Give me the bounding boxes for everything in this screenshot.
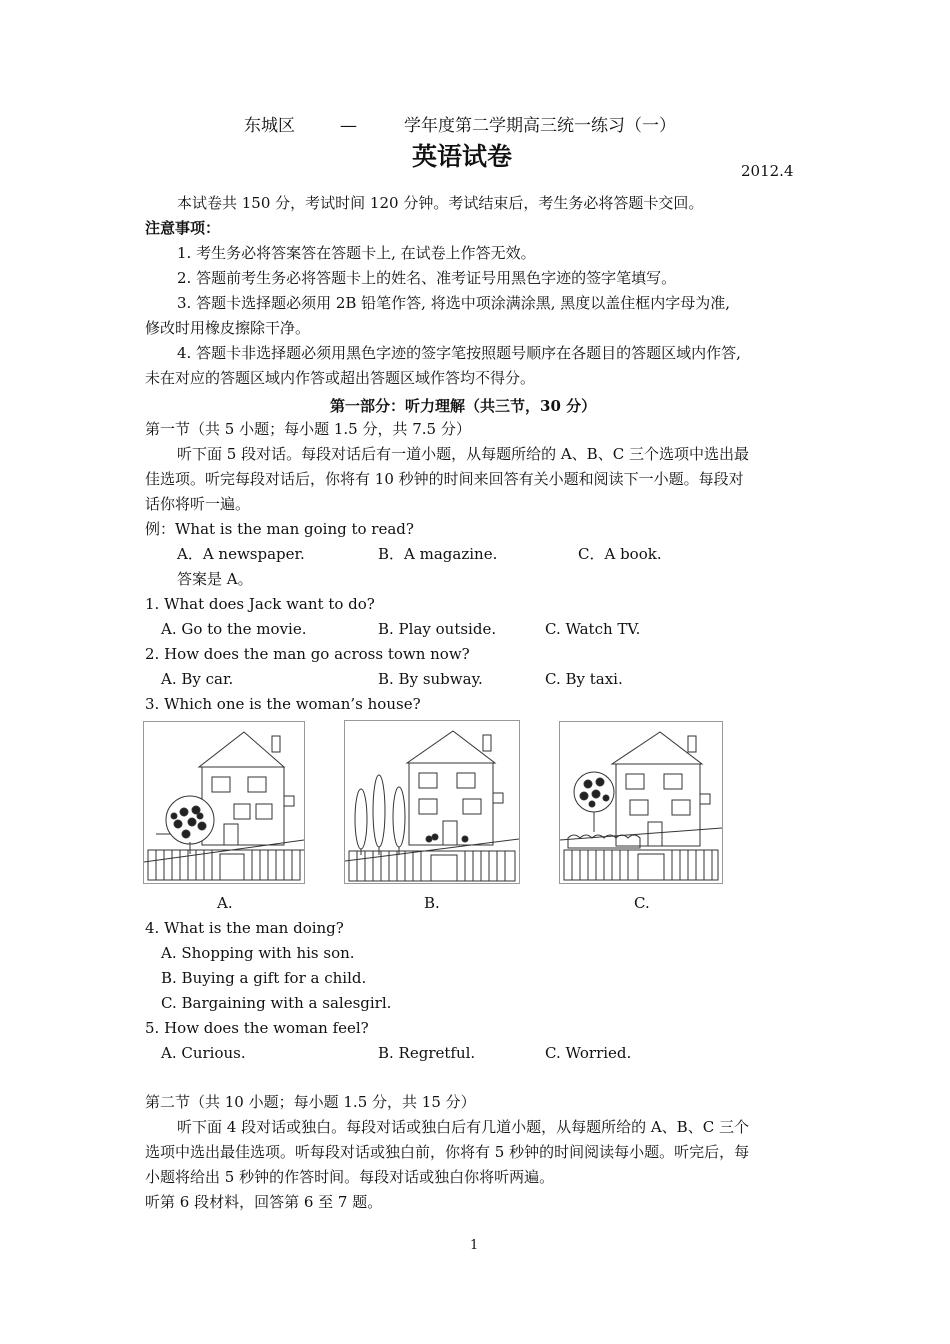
section2-heading: 第二节（共 10 小题；每小题 1.5 分，共 15 分） xyxy=(145,1093,476,1111)
note-3: 3. 答题卡选择题必须用 2B 铅笔作答, 将选中项涂满涂黑, 黑度以盖住框内字母为准, xyxy=(177,294,731,312)
q1-option-c: C. Watch TV. xyxy=(545,620,641,638)
note-4-cont: 未在对应的答题区域内作答或超出答题区域作答均不得分。 xyxy=(145,369,536,387)
note-2: 2. 答题前考生务必将答题卡上的姓名、准考证号用黑色字迹的签字笔填写。 xyxy=(177,269,677,287)
question-5: 5. How does the woman feel? xyxy=(145,1019,369,1037)
q1-option-b: B. Play outside. xyxy=(378,620,497,638)
section1-instructions-1: 听下面 5 段对话。每段对话后有一道小题，从每题所给的 A、B、C 三个选项中选出最 xyxy=(177,445,749,463)
question-4: 4. What is the man doing? xyxy=(145,919,344,937)
page-title: 英语试卷 xyxy=(412,142,513,171)
q3-option-a: A. xyxy=(217,894,233,912)
district-label: 东城区 xyxy=(244,116,295,136)
q2-option-b: B. By subway. xyxy=(378,670,483,688)
note-1: 1. 考生务必将答案答在答题卡上, 在试卷上作答无效。 xyxy=(177,244,536,262)
example-question: 例：What is the man going to read? xyxy=(145,520,414,538)
section2-instructions-3: 小题将给出 5 秒钟的作答时间。每段对话或独白你将听两遍。 xyxy=(145,1168,555,1186)
q5-option-a: A. Curious. xyxy=(161,1044,246,1062)
example-option-b: B．A magazine. xyxy=(378,545,498,563)
q5-option-b: B. Regretful. xyxy=(378,1044,476,1062)
q4-option-c: C. Bargaining with a salesgirl. xyxy=(161,994,392,1012)
section2-instructions-2: 选项中选出最佳选项。听每段对话或独白前，你将有 5 秒钟的时间阅读每小题。听完后，每 xyxy=(145,1143,750,1161)
section1-heading: 第一节（共 5 小题；每小题 1.5 分，共 7.5 分） xyxy=(145,420,471,438)
note-3-cont: 修改时用橡皮擦除干净。 xyxy=(145,319,311,337)
q1-option-a: A. Go to the movie. xyxy=(161,620,307,638)
notes-heading: 注意事项： xyxy=(145,219,221,237)
question-1: 1. What does Jack want to do? xyxy=(145,595,375,613)
exam-date: 2012.4 xyxy=(741,162,794,180)
note-4: 4. 答题卡非选择题必须用黑色字迹的签字笔按照题号顺序在各题目的答题区域内作答, xyxy=(177,344,741,362)
q4-option-a: A. Shopping with his son. xyxy=(161,944,355,962)
q2-option-a: A. By car. xyxy=(161,670,234,688)
example-answer: 答案是 A。 xyxy=(177,570,253,588)
year-dash: — xyxy=(340,116,357,136)
house-picture-a xyxy=(143,721,305,884)
q4-option-b: B. Buying a gift for a child. xyxy=(161,969,367,987)
q3-option-c: C. xyxy=(634,894,650,912)
q3-option-b: B. xyxy=(424,894,440,912)
q2-option-c: C. By taxi. xyxy=(545,670,623,688)
section1-instructions-2: 佳选项。听完每段对话后，你将有 10 秒钟的时间来回答有关小题和阅读下一小题。每段对 xyxy=(145,470,744,488)
intro-text: 本试卷共 150 分，考试时间 120 分钟。考试结束后，考生务必将答题卡交回。 xyxy=(177,194,704,212)
section2-instructions-1: 听下面 4 段对话或独白。每段对话或独白后有几道小题，从每题所给的 A、B、C 三个 xyxy=(177,1118,749,1136)
question-2: 2. How does the man go across town now? xyxy=(145,645,470,663)
page-number: 1 xyxy=(470,1238,479,1253)
section2-material-line: 听第 6 段材料，回答第 6 至 7 题。 xyxy=(145,1193,383,1211)
question-3: 3. Which one is the woman’s house? xyxy=(145,695,421,713)
exam-subtitle: 学年度第二学期高三统一练习（一） xyxy=(404,116,676,136)
house-picture-b xyxy=(344,720,520,884)
section1-instructions-3: 话你将听一遍。 xyxy=(145,495,251,513)
house-picture-c xyxy=(559,721,723,884)
example-option-a: A．A newspaper. xyxy=(177,545,305,563)
q5-option-c: C. Worried. xyxy=(545,1044,632,1062)
example-option-c: C．A book. xyxy=(578,545,662,563)
part1-heading: 第一部分：听力理解（共三节，30 分） xyxy=(330,397,597,415)
